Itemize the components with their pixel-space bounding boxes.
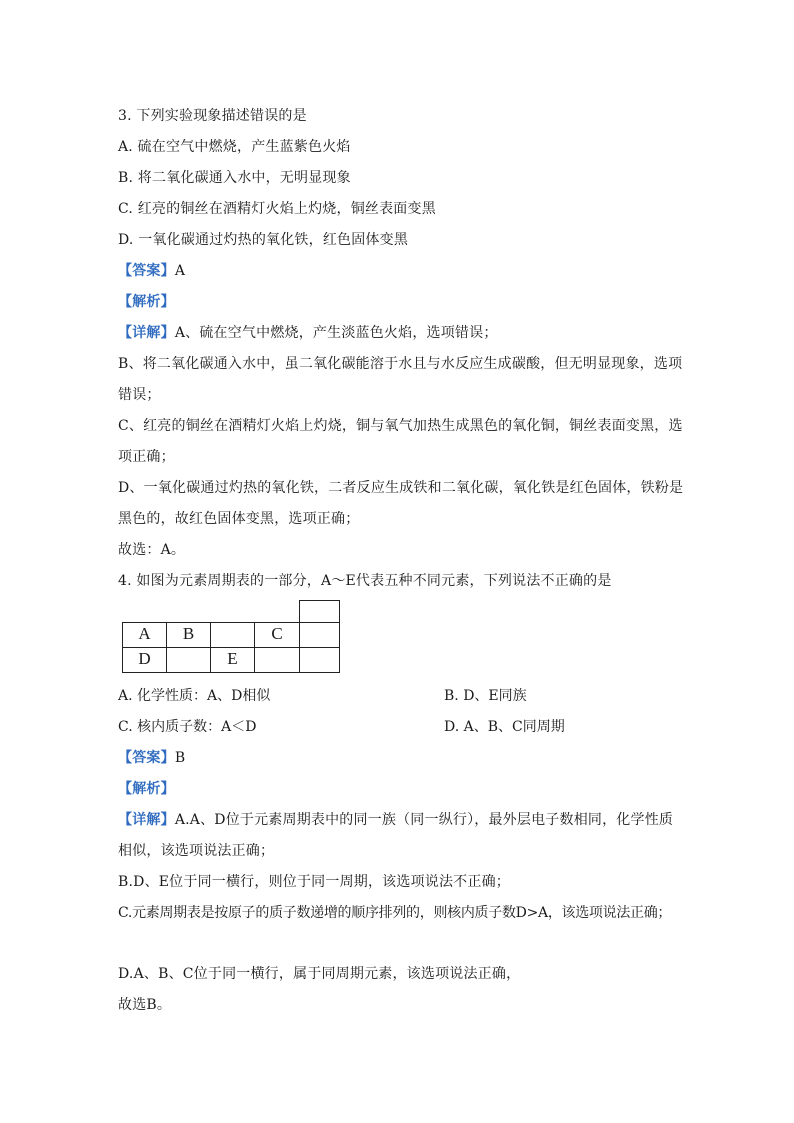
q4-option-d: D. A、B、C同周期 [444,719,565,735]
table-cell-d: D [122,647,167,673]
q3-option-b: B. 将二氧化碳通入水中，无明显现象 [118,170,351,186]
table-cell-empty [299,622,340,648]
q3-detail-line-3: 错误； [118,387,161,403]
q3-option-d: D. 一氧化碳通过灼热的氧化铁，红色固体变黑 [118,232,409,248]
table-cell-empty [254,647,300,673]
q3-detail-line-7: 黑色的，故红色固体变黑，选项正确； [118,511,360,527]
q3-option-c: C. 红亮的铜丝在酒精灯火焰上灼烧，铜丝表面变黑 [118,201,436,217]
answer-tag: 【答案】 [118,750,175,766]
table-cell-empty [166,647,211,673]
detail-tag: 【详解】 [118,325,175,341]
analysis-tag: 【解析】 [118,781,175,797]
q4-analysis-heading [118,780,175,798]
answer-value: B [174,750,186,766]
table-cell-a: A [122,622,167,648]
q3-detail-line-2: B、将二氧化碳通入水中，虽二氧化碳能溶于水且与水反应生成碳酸，但无明显现象，选项 [118,356,683,372]
q3-detail-line-6: D、一氧化碳通过灼热的氧化铁，二者反应生成铁和二氧化碳，氧化铁是红色固体，铁粉是 [118,480,684,496]
q4-option-b: B. D、E同族 [444,688,527,704]
periodic-table-fragment [122,600,340,674]
q4-detail-line-5: D.A、B、C位于同一横行，属于同周期元素，该选项说法正确， [118,966,521,982]
q3-conclusion: 故选：A。 [118,542,186,558]
table-cell-empty [299,647,340,673]
detail-text: A、硫在空气中燃烧，产生淡蓝色火焰，选项错误； [174,325,498,341]
q4-option-a: A. 化学性质：A、D相似 [118,688,271,704]
q3-detail-line-5: 项正确； [118,449,175,465]
q4-stem: 4. 如图为元素周期表的一部分，A～E代表五种不同元素，下列说法不正确的是 [118,573,612,589]
q4-detail-line-1 [118,811,673,829]
q3-detail-line-1 [118,324,498,342]
q3-answer [118,262,185,280]
table-cell-top-extra [299,600,340,623]
q3-option-a: A. 硫在空气中燃烧，产生蓝紫色火焰 [118,139,351,155]
q3-detail-line-4: C、红亮的铜丝在酒精灯火焰上灼烧，铜与氧气加热生成黑色的氧化铜，铜丝表面变黑，选 [118,418,683,434]
q4-detail-line-4: C.元素周期表是按原子的质子数递增的顺序排列的，则核内质子数D>A，该选项说法正确； [118,905,672,921]
table-cell-e: E [210,647,255,673]
q4-answer [118,749,185,767]
q4-detail-line-3: B.D、E位于同一横行，则位于同一周期，该选项说法不正确； [118,874,510,890]
q3-stem: 3. 下列实验现象描述错误的是 [118,108,307,124]
answer-value: A [174,263,186,279]
detail-text: A.A、D位于元素周期表中的同一族（同一纵行），最外层电子数相同，化学性质 [174,812,674,828]
q4-conclusion: 故选B。 [118,997,172,1013]
q3-analysis-heading [118,293,175,311]
table-cell-b: B [166,622,211,648]
table-cell-c: C [254,622,300,648]
q4-option-c: C. 核内质子数：A＜D [118,719,257,735]
analysis-tag: 【解析】 [118,294,175,310]
q4-detail-line-2: 相似，该选项说法正确； [118,843,275,859]
detail-tag: 【详解】 [118,812,175,828]
answer-tag: 【答案】 [118,263,175,279]
table-cell-empty [210,622,255,648]
